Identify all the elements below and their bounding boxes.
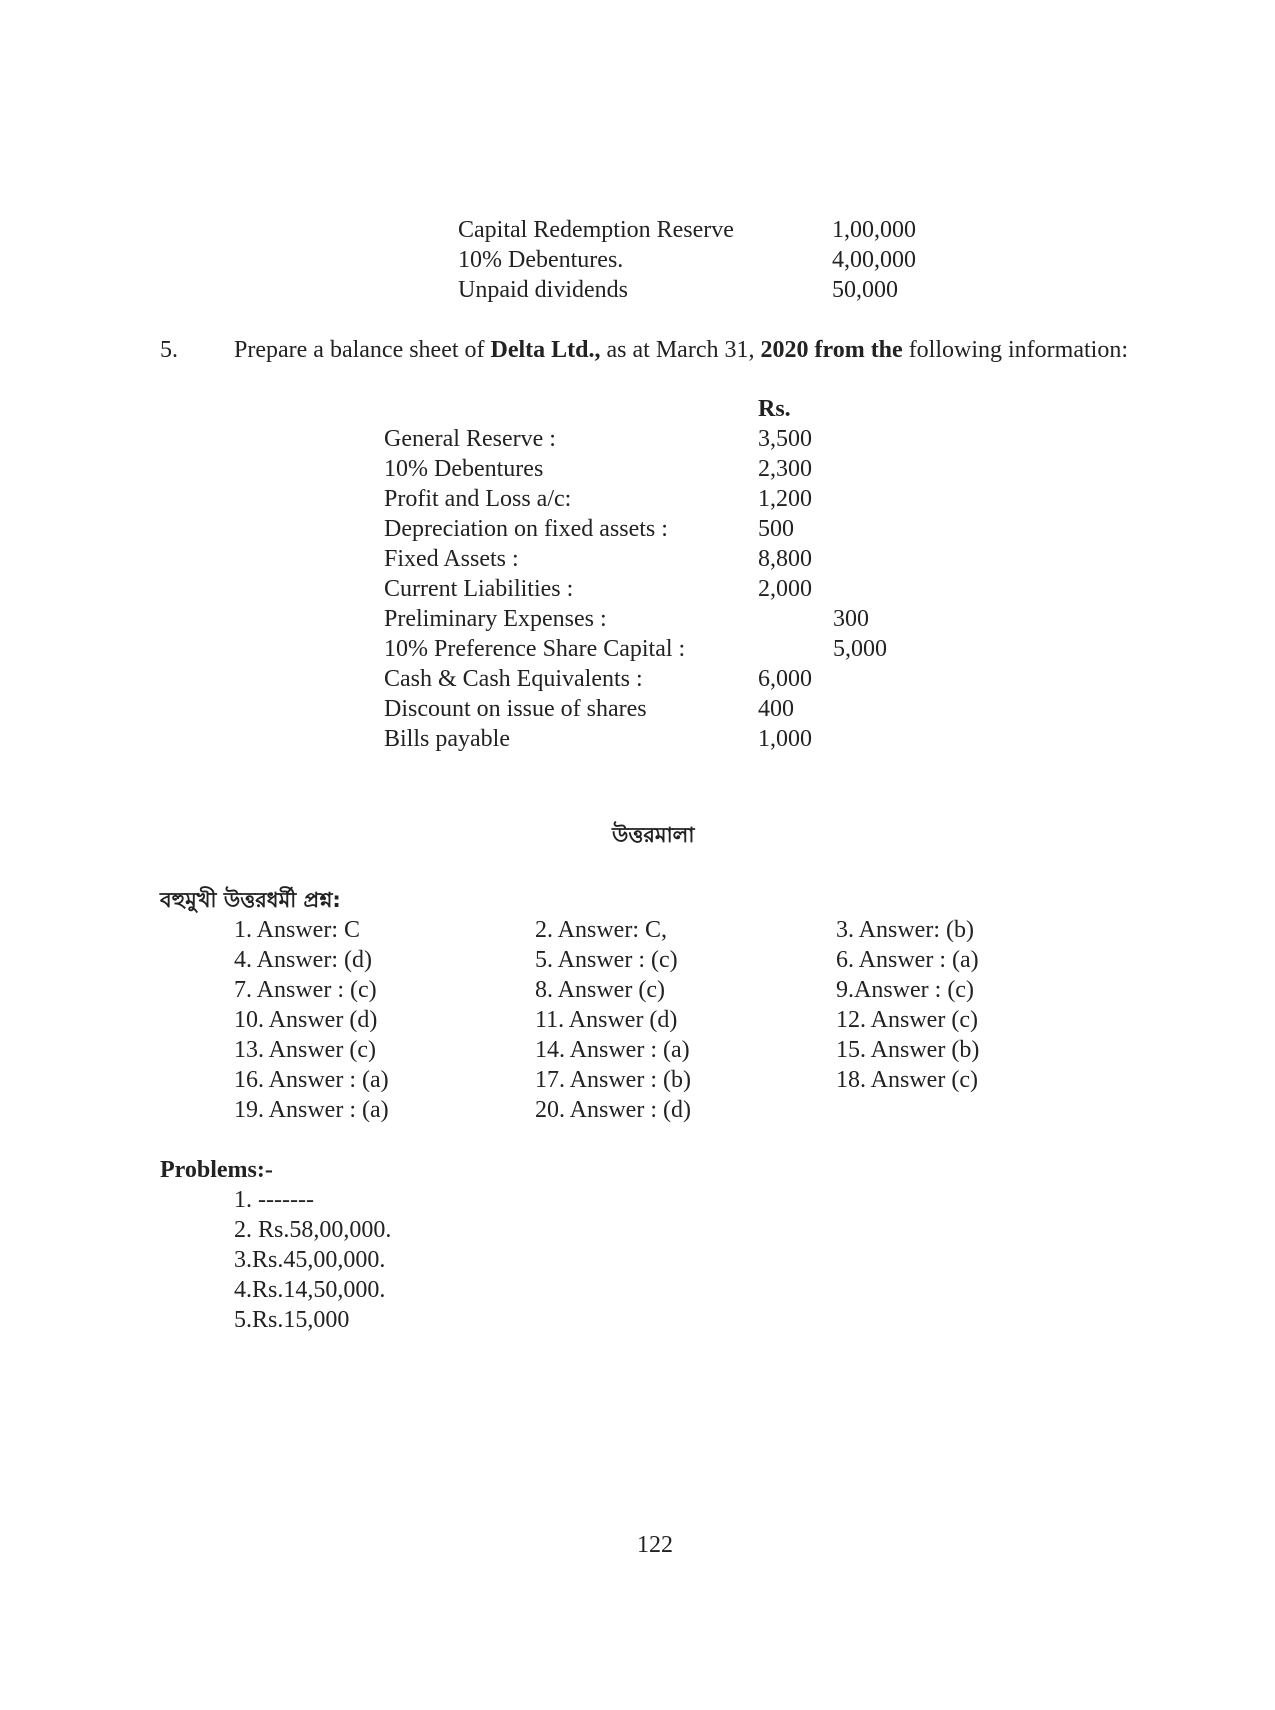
mcq-answer: 15. Answer (b) [836, 1037, 980, 1063]
problem-answer: 1. ------- [234, 1187, 314, 1213]
top-label-1: 10% Debentures. [458, 247, 624, 273]
mcq-answer: 19. Answer : (a) [234, 1097, 389, 1123]
info-label-0: General Reserve : [384, 426, 556, 452]
info-value-6: 300 [833, 606, 869, 632]
mcq-answer: 9.Answer : (c) [836, 977, 974, 1003]
mcq-answer: 3. Answer: (b) [836, 917, 974, 943]
answers-heading: উত্তরমালা [612, 823, 695, 847]
top-label-2: Unpaid dividends [458, 277, 628, 303]
problem-answer: 4.Rs.14,50,000. [234, 1277, 386, 1303]
info-label-6: Preliminary Expenses : [384, 606, 607, 632]
info-label-3: Depreciation on fixed assets : [384, 516, 668, 542]
mcq-answer: 4. Answer: (d) [234, 947, 372, 973]
mcq-answer: 14. Answer : (a) [535, 1037, 690, 1063]
mcq-answer: 7. Answer : (c) [234, 977, 377, 1003]
info-label-7: 10% Preference Share Capital : [384, 636, 686, 662]
info-label-8: Cash & Cash Equivalents : [384, 666, 643, 692]
info-label-9: Discount on issue of shares [384, 696, 647, 722]
info-value-5: 2,000 [758, 576, 812, 602]
top-value-0: 1,00,000 [832, 217, 916, 243]
problem-answer: 5.Rs.15,000 [234, 1307, 350, 1333]
question-text: Prepare a balance sheet of Delta Ltd., as at March 31, 2020 from the following information: [234, 337, 1128, 363]
problem-answer: 2. Rs.58,00,000. [234, 1217, 392, 1243]
info-value-10: 1,000 [758, 726, 812, 752]
top-value-2: 50,000 [832, 277, 898, 303]
mcq-heading: বহুমুখী উত্তরধর্মী প্রশ্ন: [160, 888, 341, 912]
info-label-1: 10% Debentures [384, 456, 544, 482]
problem-answer: 3.Rs.45,00,000. [234, 1247, 386, 1273]
info-value-7: 5,000 [833, 636, 887, 662]
mcq-answer: 18. Answer (c) [836, 1067, 978, 1093]
info-label-2: Profit and Loss a/c: [384, 486, 572, 512]
problems-heading: Problems:- [160, 1157, 273, 1183]
mcq-answer: 11. Answer (d) [535, 1007, 678, 1033]
mcq-answer: 12. Answer (c) [836, 1007, 978, 1033]
mcq-answer: 10. Answer (d) [234, 1007, 378, 1033]
info-label-4: Fixed Assets : [384, 546, 519, 572]
mcq-answer: 8. Answer (c) [535, 977, 665, 1003]
mcq-answer: 2. Answer: C, [535, 917, 667, 943]
info-value-3: 500 [758, 516, 794, 542]
top-label-0: Capital Redemption Reserve [458, 217, 734, 243]
mcq-answer: 20. Answer : (d) [535, 1097, 691, 1123]
mcq-answer: 16. Answer : (a) [234, 1067, 389, 1093]
info-value-9: 400 [758, 696, 794, 722]
info-label-10: Bills payable [384, 726, 510, 752]
info-label-5: Current Liabilities : [384, 576, 574, 602]
mcq-answer: 6. Answer : (a) [836, 947, 979, 973]
info-value-1: 2,300 [758, 456, 812, 482]
mcq-answer: 1. Answer: C [234, 917, 360, 943]
question-number: 5. [160, 337, 178, 363]
top-value-1: 4,00,000 [832, 247, 916, 273]
info-value-8: 6,000 [758, 666, 812, 692]
page-number: 122 [637, 1532, 673, 1558]
mcq-answer: 5. Answer : (c) [535, 947, 678, 973]
mcq-answer: 17. Answer : (b) [535, 1067, 691, 1093]
info-value-2: 1,200 [758, 486, 812, 512]
info-value-0: 3,500 [758, 426, 812, 452]
info-table-header: Rs. [758, 396, 791, 422]
info-value-4: 8,800 [758, 546, 812, 572]
mcq-answer: 13. Answer (c) [234, 1037, 376, 1063]
